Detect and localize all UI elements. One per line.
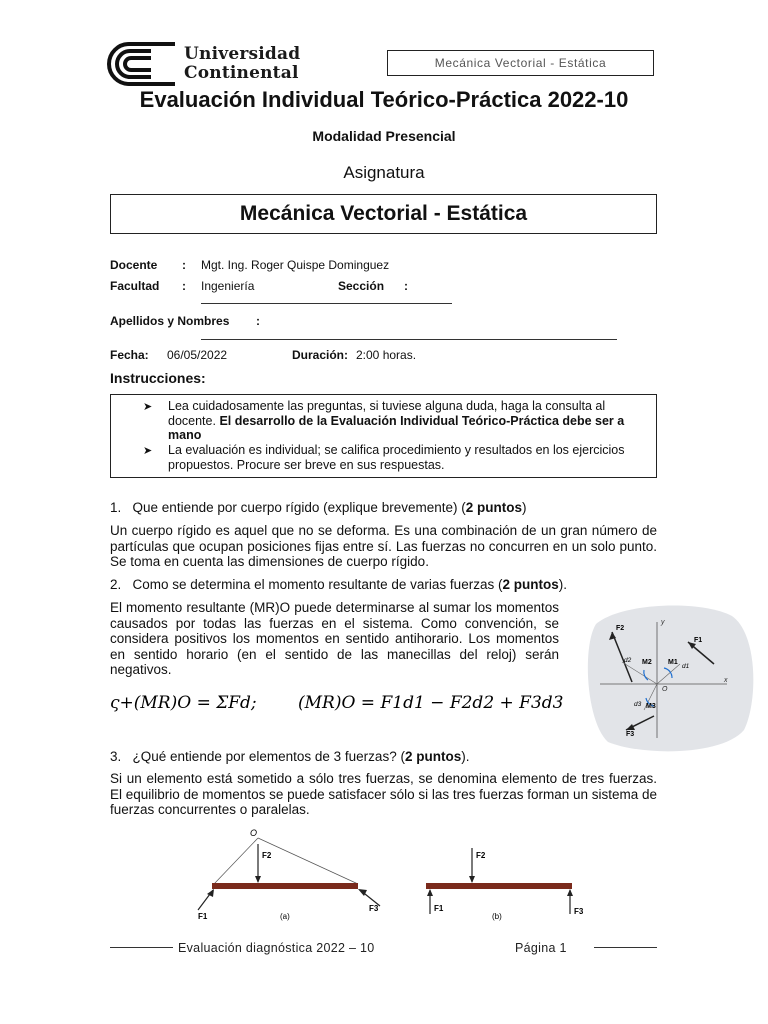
page-title: Evaluación Individual Teórico-Práctica 2022-10 (139, 87, 629, 112)
moment-m3-label: M3 (646, 703, 656, 710)
force-f1-label: F1 (694, 637, 703, 644)
moment-equations (110, 686, 570, 720)
course-name-box: Mecánica Vectorial - Estática (110, 194, 657, 234)
arrow-bullet-icon: ➤ (143, 445, 153, 457)
d3-label: d3 (634, 701, 642, 708)
facultad-value: Ingeniería (201, 279, 255, 293)
question-2-close: ). (558, 577, 567, 592)
docente-value: Mgt. Ing. Roger Quispe Dominguez (201, 258, 390, 272)
footer-rule-left (110, 947, 173, 948)
answer-3: Si un elemento está sometido a sólo tres fuerzas, se denomina elemento de tres fuerzas. El equilibrio de momentos se puede satisfacer sólo si las tres fuerzas forman un sistema de fuerzas concurrentes o paralelas. (110, 771, 658, 818)
question-3-close: ). (461, 749, 470, 764)
footer-rule-right (594, 947, 657, 948)
header-course-tag: Mecánica Vectorial - Estática (387, 50, 654, 76)
force-f2-b-arrowhead (469, 876, 475, 883)
question-2-points: 2 puntos (502, 577, 559, 592)
question-2 (110, 577, 567, 592)
instruction-item-1-text: Lea cuidadosamente las preguntas, si tuviese alguna duda, haga la consulta al docente. (168, 399, 606, 428)
question-3-text: ¿Qué entiende por elementos de 3 fuerzas? ( (132, 749, 405, 764)
instruction-item-1-bold: El desarrollo de la Evaluación Individual Teórico-Práctica debe ser a mano (168, 413, 625, 442)
force-f3-label: F3 (626, 731, 635, 738)
fecha-value: 06/05/2022 (167, 348, 228, 362)
modality-subtitle: Modalidad Presencial (312, 128, 456, 144)
continental-logo-icon (107, 40, 177, 88)
arrow-bullet-icon: ➤ (143, 401, 153, 413)
question-3-number: 3. (110, 749, 122, 764)
question-3-points: 2 puntos (404, 749, 462, 764)
force-f3-a-label: F3 (369, 904, 379, 913)
duracion-label: Duración: (292, 348, 349, 362)
point-o-label: O (250, 828, 258, 838)
force-f2-b-label: F2 (476, 851, 486, 860)
university-name (184, 45, 300, 83)
force-f3-b-arrowhead (567, 889, 573, 896)
duracion-value: 2:00 horas. (356, 348, 417, 362)
moment-m2-label: M2 (642, 659, 652, 666)
moments-figure (582, 602, 756, 754)
d1-label: d1 (682, 663, 690, 670)
x-axis-label: x (724, 677, 728, 684)
university-name-line2: Continental (184, 63, 299, 83)
apellidos-colon: : (256, 314, 260, 328)
fecha-label: Fecha: (110, 348, 149, 362)
force-f2-a-arrowhead (255, 876, 261, 883)
question-1-close: ) (521, 500, 527, 515)
force-f1-b-arrowhead (427, 889, 433, 896)
question-1-points: 2 puntos (465, 500, 522, 515)
force-f1-a-label: F1 (198, 912, 208, 921)
caption-a: (a) (280, 912, 290, 921)
caption-b: (b) (492, 912, 502, 921)
question-1-number: 1. (110, 500, 122, 515)
seccion-blank-line (201, 303, 452, 304)
docente-label: Docente (110, 258, 158, 272)
answer-2: El momento resultante (MR)O puede determinarse al sumar los momentos causados por todas las fuerzas en el sistema. Como convención, se considera positivos los momentos en sentido antihorario. Los momentos en sentido horario (en el sentido de las manecillas del reloj) serán negativos. (110, 600, 559, 678)
question-1 (110, 500, 526, 515)
question-2-number: 2. (110, 577, 122, 592)
instructions-title: Instrucciones: (110, 370, 206, 386)
apellidos-label: Apellidos y Nombres (110, 314, 230, 328)
beam-b (426, 883, 572, 889)
subject-label: Asignatura (343, 163, 425, 182)
question-1-text: Que entiende por cuerpo rígido (explique brevemente) ( (132, 500, 466, 515)
origin-label: O (662, 686, 668, 693)
facultad-label: Facultad (110, 279, 160, 293)
force-f3-b-label: F3 (574, 907, 584, 916)
force-f1-b-label: F1 (434, 904, 444, 913)
question-3 (110, 749, 469, 764)
force-f2-a-label: F2 (262, 851, 272, 860)
moment-equation-2: (MR)O = F1d1 − F2d2 + F3d3 (298, 693, 564, 713)
three-force-figure (186, 826, 586, 924)
answer-1: Un cuerpo rígido es aquel que no se deforma. Es una combinación de un gran número de partículas que ocupan posiciones fijas entre sí. Las fuerzas no concurren en un solo punto. Se toma en cuenta las dimensiones de cuerpo rígido. (110, 523, 657, 570)
footer-page-number: Página 1 (515, 941, 567, 955)
beam-a (212, 883, 358, 889)
question-2-text: Como se determina el momento resultante de varias fuerzas ( (132, 577, 503, 592)
seccion-label: Sección (338, 279, 385, 293)
instruction-item-2: La evaluación es individual; se califica procedimiento y resultados en los ejercicios propuestos. Procure ser breve en sus respuestas. (168, 443, 625, 472)
university-name-line1: Universidad (184, 44, 301, 64)
line-o-f1 (214, 838, 258, 884)
seccion-colon: : (404, 279, 408, 293)
apellidos-blank-line (201, 339, 617, 340)
moment-m1-label: M1 (668, 659, 678, 666)
instructions-box (110, 394, 657, 478)
instruction-item-1 (168, 399, 646, 443)
force-f2-label: F2 (616, 625, 625, 632)
line-o-f3 (258, 838, 358, 884)
footer-left-text: Evaluación diagnóstica 2022 – 10 (178, 941, 375, 955)
facultad-colon: : (182, 279, 186, 293)
figure-background (588, 606, 754, 752)
docente-colon: : (182, 258, 186, 272)
d2-label: d2 (624, 657, 632, 664)
y-axis-label: y (661, 619, 665, 626)
moment-equation-1: ς+(MR)O = ΣFd; (110, 693, 257, 713)
